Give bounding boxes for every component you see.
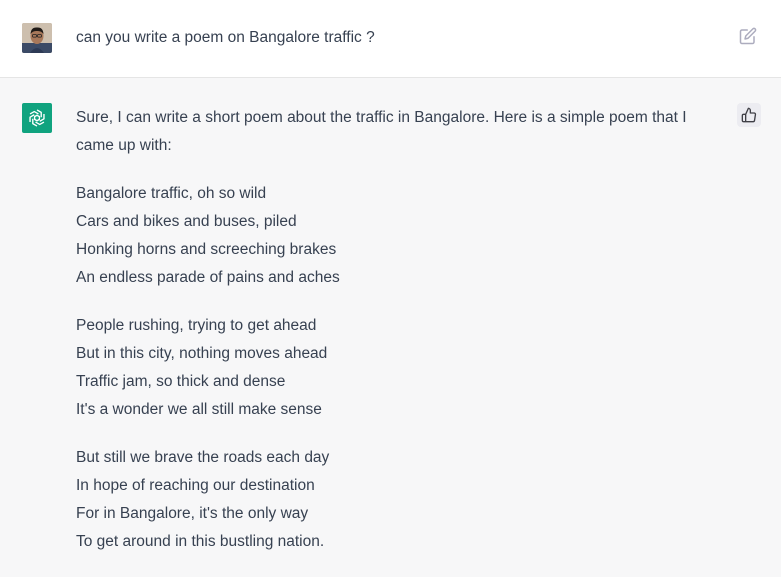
poem-stanza-2	[76, 312, 716, 424]
user-avatar	[22, 23, 52, 53]
user-avatar-image	[22, 23, 52, 53]
poem-line: Bangalore traffic, oh so wild	[76, 185, 267, 202]
poem-line: Honking horns and screeching brakes	[76, 241, 337, 258]
poem-line: An endless parade of pains and aches	[76, 269, 340, 286]
edit-icon[interactable]	[739, 27, 757, 45]
poem-line: For in Bangalore, it's the only way	[76, 505, 309, 522]
openai-logo-icon	[22, 103, 52, 133]
poem-line: But in this city, nothing moves ahead	[76, 345, 328, 362]
poem-line: But still we brave the roads each day	[76, 449, 330, 466]
thumbs-up-button[interactable]	[737, 103, 761, 127]
poem-stanza-3	[76, 444, 716, 556]
thumbs-up-icon	[741, 107, 757, 123]
poem-stanza-1	[76, 180, 716, 292]
poem-line: Cars and bikes and buses, piled	[76, 213, 297, 230]
assistant-response	[76, 104, 716, 576]
poem-line: People rushing, trying to get ahead	[76, 317, 317, 334]
poem-line: To get around in this bustling nation.	[76, 533, 325, 550]
response-intro: Sure, I can write a short poem about the traffic in Bangalore. Here is a simple poem that I came up with:	[76, 109, 687, 154]
poem-line: Traffic jam, so thick and dense	[76, 373, 286, 390]
poem-line: In hope of reaching our destination	[76, 477, 315, 494]
assistant-message-block	[0, 79, 781, 577]
poem-line: It's a wonder we all still make sense	[76, 401, 322, 418]
user-message-text: can you write a poem on Bangalore traffic ?	[76, 29, 375, 46]
user-message-block	[0, 0, 781, 78]
